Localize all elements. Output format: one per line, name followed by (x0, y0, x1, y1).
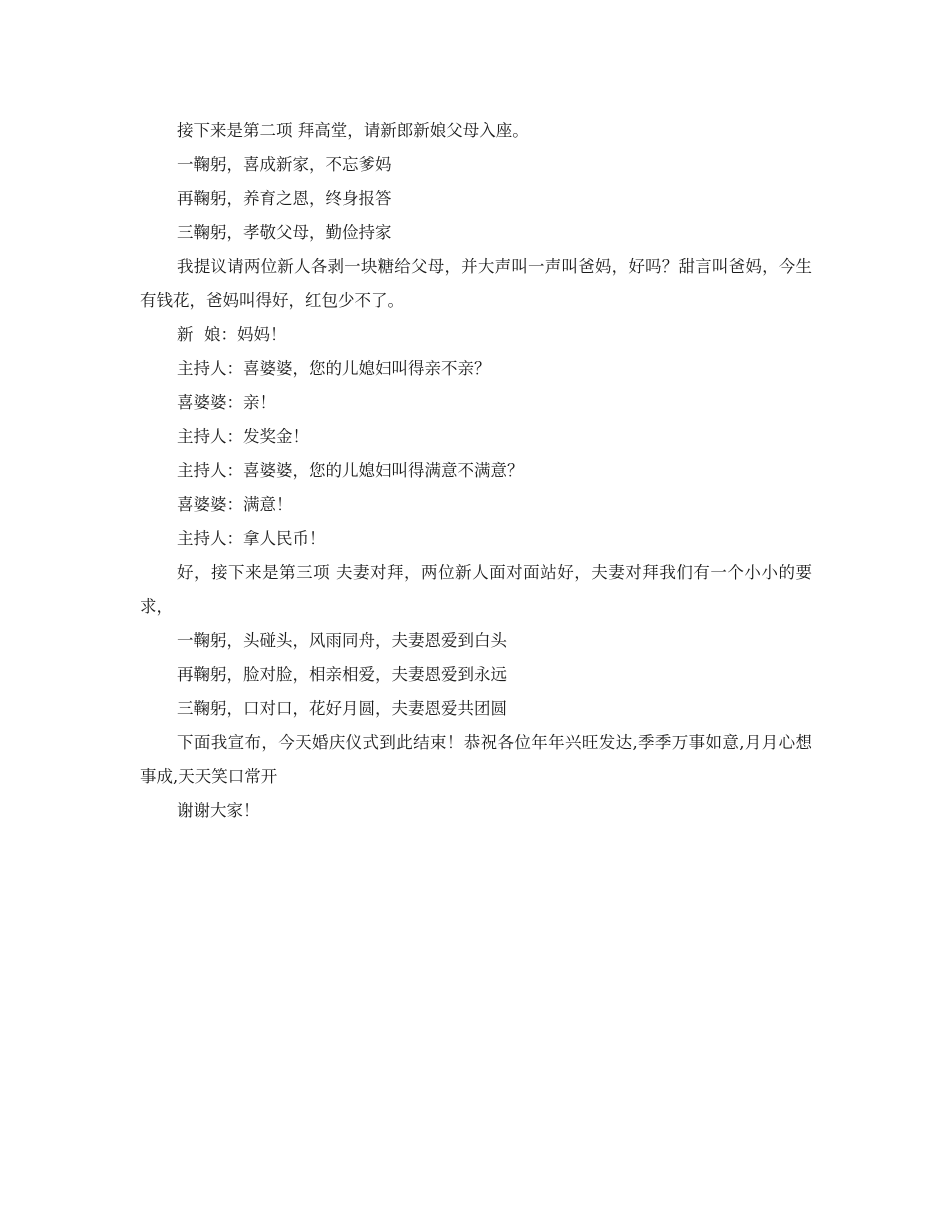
paragraph-first-bow-parents: 一鞠躬，喜成新家，不忘爹妈 (177, 155, 392, 174)
paragraph-host-line-1: 主持人：喜婆婆，您的儿媳妇叫得亲不亲？ (177, 359, 491, 378)
paragraph-thanks: 谢谢大家！ (177, 801, 260, 820)
document-body (140, 114, 812, 828)
paragraph-second-bow-couple: 再鞠躬，脸对脸，相亲相爱，夫妻恩爱到永远 (177, 665, 507, 684)
paragraph-mother-in-law-line-2: 喜婆婆：满意！ (177, 495, 293, 514)
paragraph-couple-bow-intro: 好，接下来是第三项 夫妻对拜，两位新人面对面站好，夫妻对拜我们有一个小小的要求， (140, 563, 812, 616)
paragraph-host-line-4: 主持人：拿人民币！ (177, 529, 326, 548)
paragraph-ceremony-end: 下面我宣布，今天婚庆仪式到此结束！恭祝各位年年兴旺发达,季季万事如意,月月心想事成,天天笑口常开 (140, 733, 812, 786)
paragraph-first-bow-couple: 一鞠躬，头碰头，风雨同舟，夫妻恩爱到白头 (177, 631, 507, 650)
paragraph-worship-parents-intro: 接下来是第二项 拜高堂，请新郎新娘父母入座。 (177, 121, 529, 140)
paragraph-bride-line: 新 娘：妈妈！ (177, 325, 287, 344)
paragraph-mother-in-law-line-1: 喜婆婆：亲！ (177, 393, 276, 412)
paragraph-host-line-3: 主持人：喜婆婆，您的儿媳妇叫得满意不满意？ (177, 461, 524, 480)
paragraph-second-bow-parents: 再鞠躬，养育之恩，终身报答 (177, 189, 392, 208)
paragraph-candy-proposal: 我提议请两位新人各剥一块糖给父母，并大声叫一声叫爸妈，好吗？甜言叫爸妈，今生有钱花，爸妈叫得好，红包少不了。 (140, 257, 812, 310)
paragraph-third-bow-couple: 三鞠躬，口对口，花好月圆，夫妻恩爱共团圆 (177, 699, 507, 718)
paragraph-third-bow-parents: 三鞠躬，孝敬父母，勤俭持家 (177, 223, 392, 242)
paragraph-host-line-2: 主持人：发奖金！ (177, 427, 309, 446)
